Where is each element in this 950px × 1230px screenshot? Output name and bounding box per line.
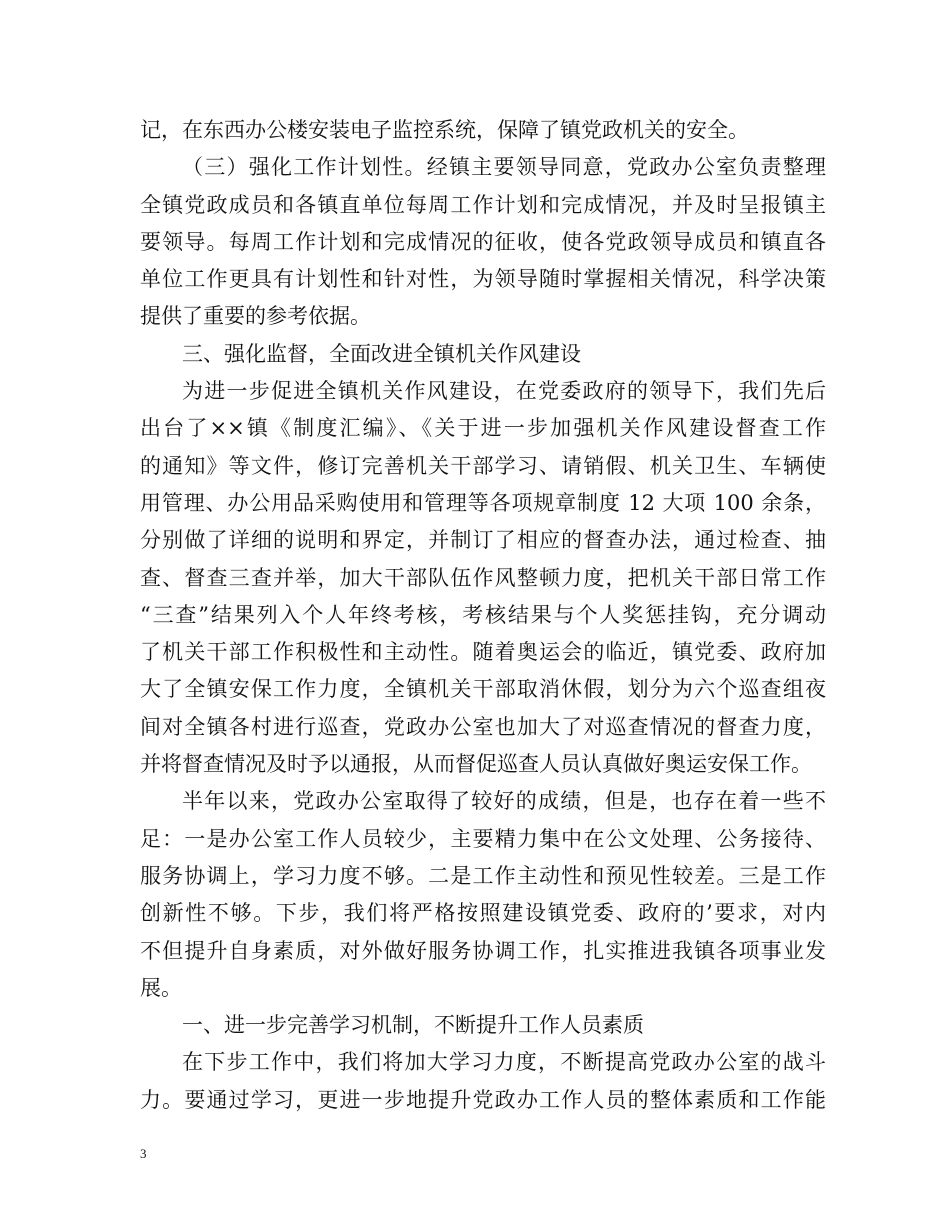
text-line: 服务协调上，学习力度不够。二是工作主动性和预见性较差。三是工作 [140,863,826,888]
text-line: 力。要通过学习，更进一步地提升党政办工作人员的整体素质和工作能 [140,1087,826,1112]
text-line: 创新性不够。下步，我们将严格按照建设镇党委、政府的’要求，对内 [140,901,826,926]
text-line: （三）强化工作计划性。经镇主要领导同意，党政办公室负责整理 [182,155,826,180]
text-line: 的通知》等文件，修订完善机关干部学习、请销假、机关卫生、车辆使 [140,453,826,478]
document-body [140,112,826,1119]
text-line: 单位工作更具有计划性和针对性，为领导随时掌握相关情况，科学决策 [140,267,826,292]
text-line: 足：一是办公室工作人员较少，主要精力集中在公文处理、公务接待、 [140,826,826,851]
text-line: 记，在东西办公楼安装电子监控系统，保障了镇党政机关的安全。 [140,118,749,142]
page-number: 3 [140,1146,147,1161]
text-line: 半年以来，党政办公室取得了较好的成绩，但是，也存在着一些不 [182,789,826,814]
text-line: 提供了重要的参考依据。 [140,304,371,329]
text-line: 间对全镇各村进行巡查，党政办公室也加大了对巡查情况的督查力度， [140,714,826,739]
text-line: 不但提升自身素质，对外做好服务协调工作，扎实推进我镇各项事业发 [140,938,826,963]
text-line: 查、督查三查并举，加大干部队伍作风整顿力度，把机关干部日常工作 [140,565,826,590]
text-line: 为进一步促进全镇机关作风建设，在党委政府的领导下，我们先后 [182,379,826,404]
text-line: 用管理、办公用品采购使用和管理等各项规章制度 12 大项 100 余条， [140,490,826,515]
section-heading: 三、强化监督，全面改进全镇机关作风建设 [182,341,581,366]
text-line: 了机关干部工作积极性和主动性。随着奥运会的临近，镇党委、政府加 [140,640,826,665]
text-line: 分别做了详细的说明和界定，并制订了相应的督查办法，通过检查、抽 [140,528,826,553]
text-line: “三查”结果列入个人年终考核，考核结果与个人奖惩挂钩，充分调动 [140,602,826,627]
text-line: 全镇党政成员和各镇直单位每周工作计划和完成情况，并及时呈报镇主 [140,192,826,217]
text-line: 出台了××镇《制度汇编》、《关于进一步加强机关作风建设督查工作 [140,416,826,441]
text-line: 大了全镇安保工作力度，全镇机关干部取消休假，划分为六个巡查组夜 [140,677,826,702]
text-line: 要领导。每周工作计划和完成情况的征收，使各党政领导成员和镇直各 [140,229,826,254]
text-line: 展。 [140,975,182,1000]
text-line: 在下步工作中，我们将加大学习力度，不断提高党政办公室的战斗 [182,1050,826,1075]
section-heading: 一、进一步完善学习机制，不断提升工作人员素质 [182,1013,644,1038]
text-line: 并将督查情况及时予以通报，从而督促巡查人员认真做好奥运安保工作。 [140,752,812,777]
